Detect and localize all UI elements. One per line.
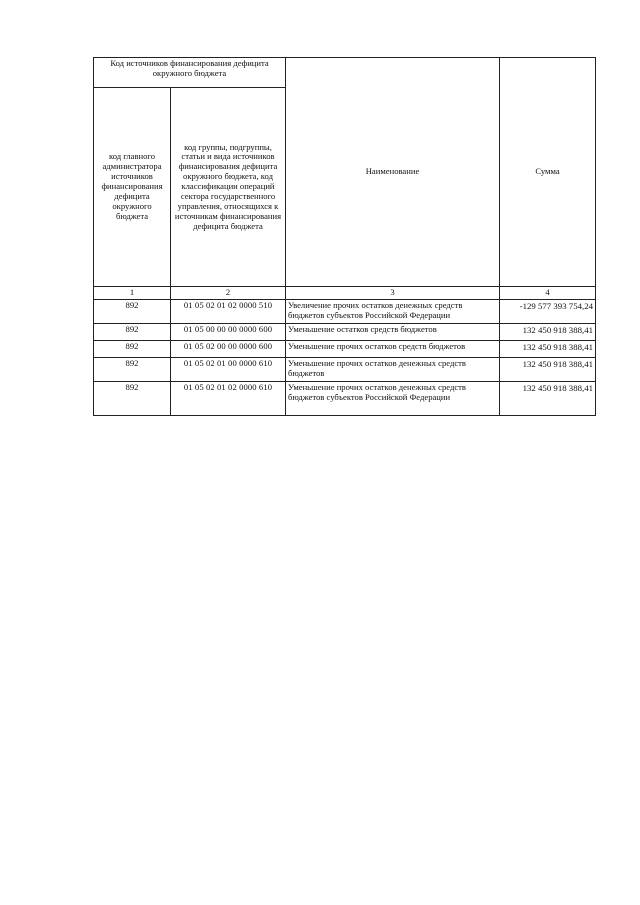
sum-cell: -129 577 393 754,24 <box>500 299 596 323</box>
column-number: 1 <box>94 287 171 300</box>
name-cell: Увеличение прочих остатков денежных средств бюджетов субъектов Российской Федерации <box>286 299 500 323</box>
classification-code-cell: 01 05 02 01 02 0000 610 <box>171 381 286 415</box>
admin-code-cell: 892 <box>94 340 171 357</box>
name-cell: Уменьшение прочих остатков денежных средств бюджетов <box>286 357 500 381</box>
sum-cell: 132 450 918 388,41 <box>500 357 596 381</box>
table-row <box>94 299 596 323</box>
table-row <box>94 340 596 357</box>
admin-header-cell <box>94 88 171 287</box>
name-cell: Уменьшение прочих остатков денежных средств бюджетов субъектов Российской Федерации <box>286 381 500 415</box>
group-header-cell <box>94 58 286 88</box>
column-number: 2 <box>171 287 286 300</box>
column-number-row <box>94 287 596 300</box>
sum-header-cell <box>500 58 596 287</box>
column-number: 4 <box>500 287 596 300</box>
admin-code-cell: 892 <box>94 299 171 323</box>
table-row <box>94 357 596 381</box>
code-column-header: код группы, подгруппы, статьи и вида источников финансирования дефицита окружного бюджета, код классификации операций сектора государственного управления, относящихся к источникам финансирования дефицита бюджета <box>174 141 282 231</box>
classification-code-cell: 01 05 00 00 00 0000 600 <box>171 323 286 340</box>
name-cell: Уменьшение остатков средств бюджетов <box>286 323 500 340</box>
name-cell: Уменьшение прочих остатков средств бюджетов <box>286 340 500 357</box>
column-number: 3 <box>286 287 500 300</box>
name-column-header: Наименование <box>365 166 420 177</box>
sum-cell: 132 450 918 388,41 <box>500 340 596 357</box>
admin-code-cell: 892 <box>94 381 171 415</box>
name-header-cell <box>286 58 500 287</box>
table-row <box>94 381 596 415</box>
code-header-cell <box>171 88 286 287</box>
classification-code-cell: 01 05 02 01 00 0000 610 <box>171 357 286 381</box>
admin-code-cell: 892 <box>94 357 171 381</box>
sum-column-header: Сумма <box>535 166 560 177</box>
sum-cell: 132 450 918 388,41 <box>500 323 596 340</box>
group-header: Код источников финансирования дефицита окружного бюджета <box>110 58 269 78</box>
admin-code-cell: 892 <box>94 323 171 340</box>
table-row <box>94 323 596 340</box>
admin-column-header: код главного администратора источников финансирования дефицита окружного бюджета <box>101 151 163 221</box>
classification-code-cell: 01 05 02 01 02 0000 510 <box>171 299 286 323</box>
classification-code-cell: 01 05 02 00 00 0000 600 <box>171 340 286 357</box>
sum-cell: 132 450 918 388,41 <box>500 381 596 415</box>
budget-deficit-sources-table <box>93 57 596 416</box>
